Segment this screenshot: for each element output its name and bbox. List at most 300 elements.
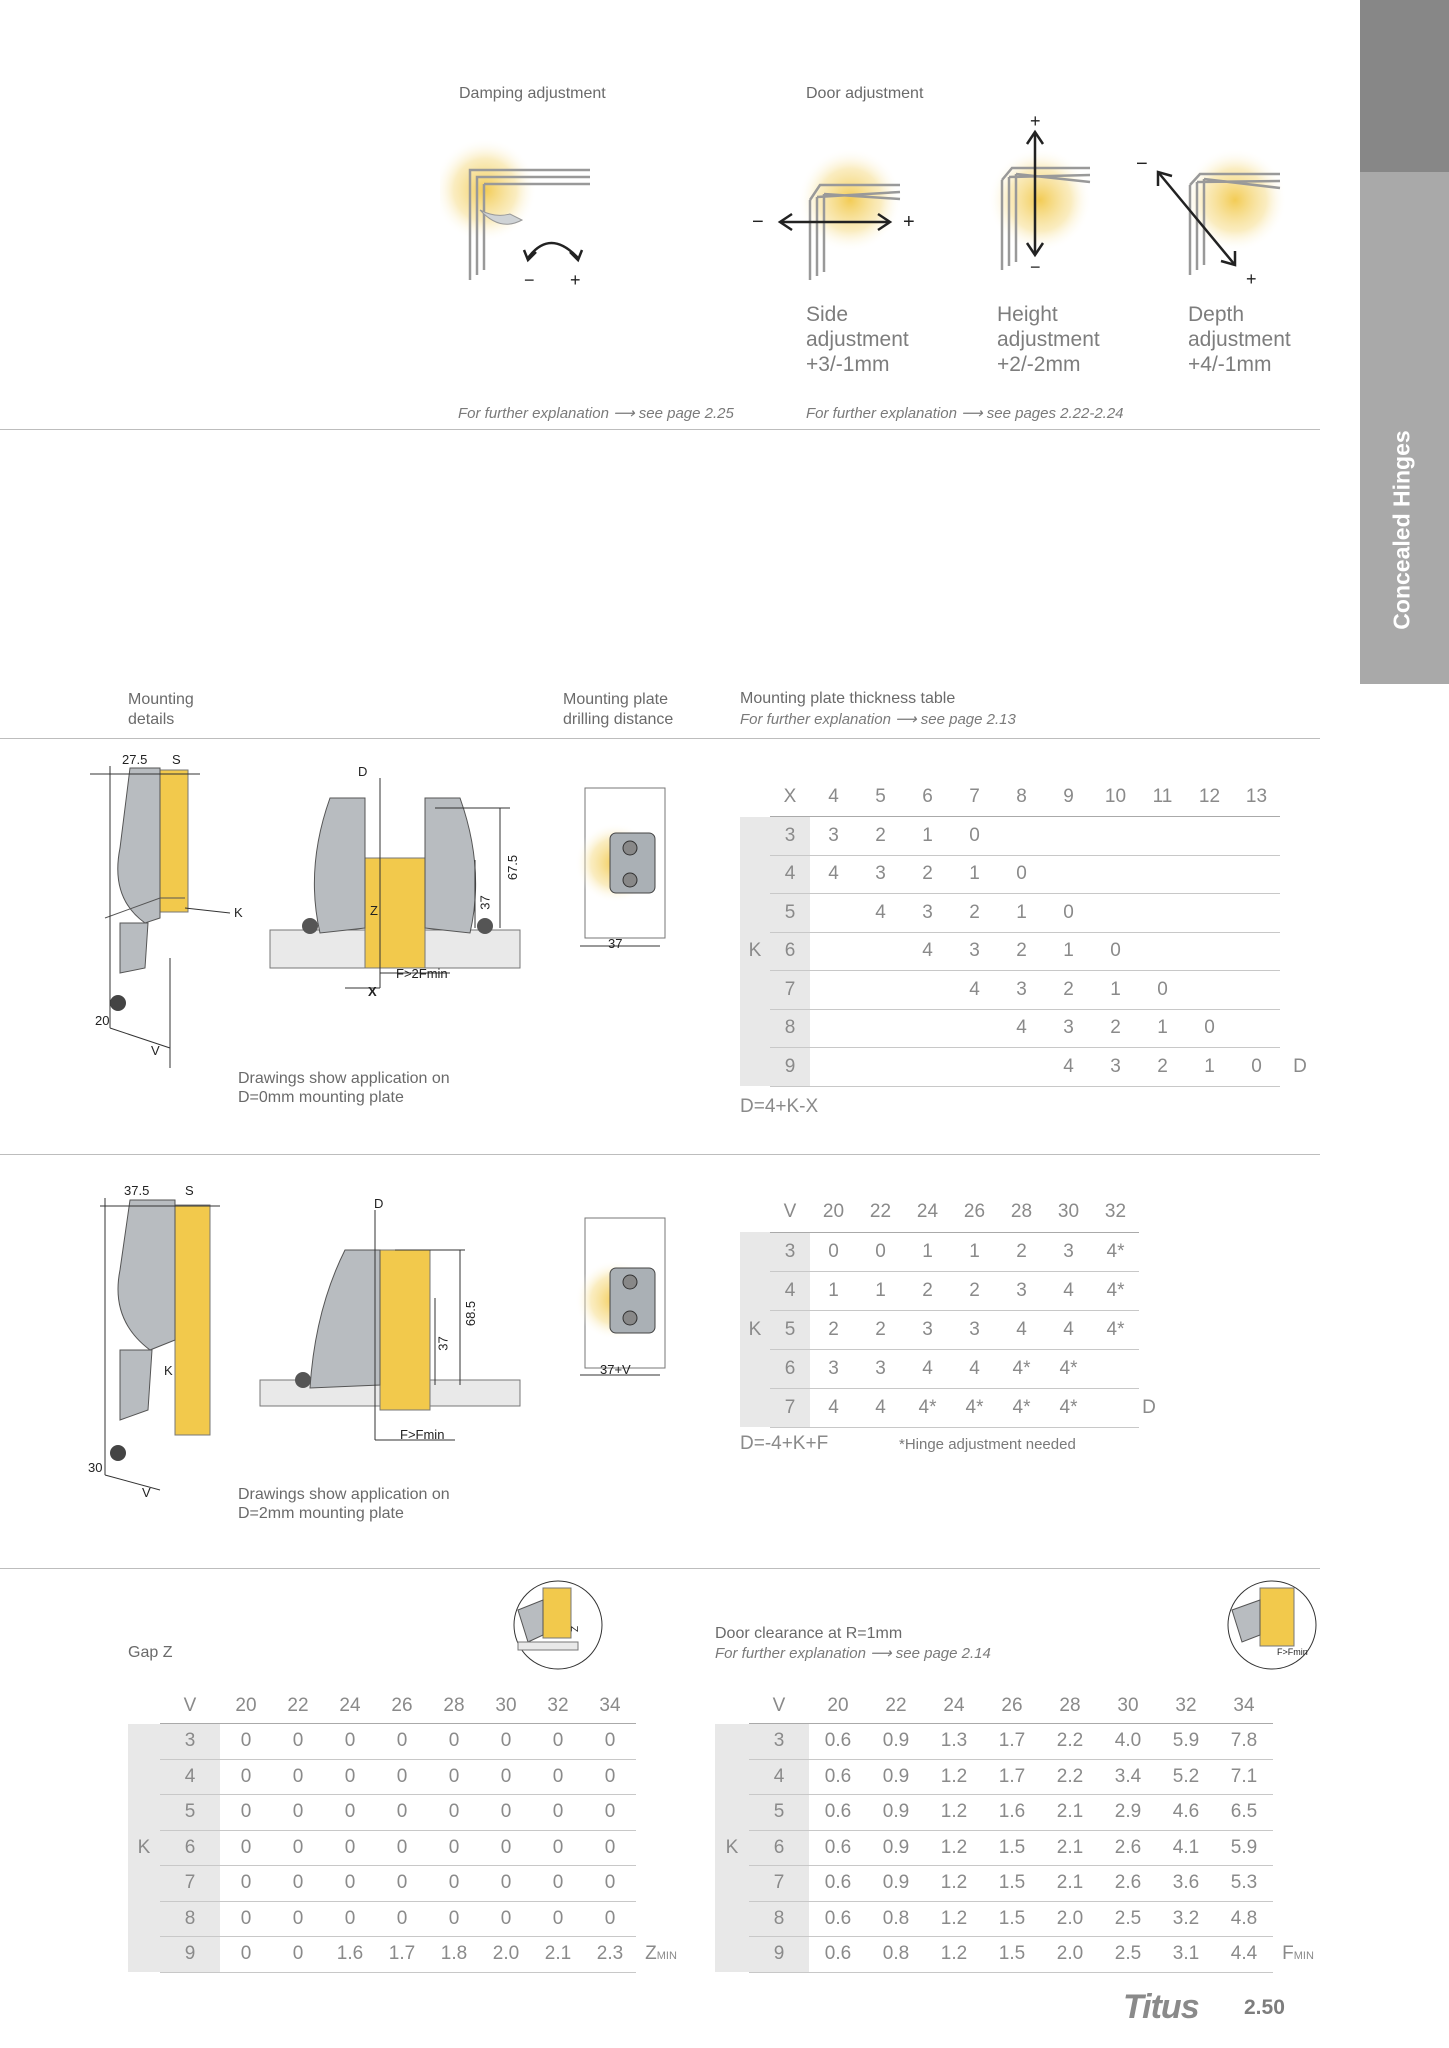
table-cell: 0: [532, 1795, 584, 1831]
table-cell: 3: [857, 1349, 904, 1388]
section-tab-label: Concealed Hinges: [1388, 430, 1415, 630]
row-header: 6: [160, 1830, 220, 1866]
table-cell: 4.1: [1157, 1830, 1215, 1866]
table-side-label: [1273, 1795, 1323, 1831]
table-cell: 4: [998, 1310, 1045, 1349]
row-header: 9: [160, 1937, 220, 1973]
table-cell: 5.3: [1215, 1866, 1273, 1902]
column-header: 32: [1157, 1688, 1215, 1724]
side-spacer: [1280, 778, 1320, 817]
table-cell: 4: [1045, 1048, 1092, 1087]
column-header: 28: [998, 1193, 1045, 1232]
table-cell: [1045, 817, 1092, 856]
column-header: 26: [376, 1688, 428, 1724]
row-header: 4: [749, 1759, 809, 1795]
table-corner-label: V: [160, 1688, 220, 1724]
table-cell: 0: [324, 1901, 376, 1937]
row-header: 8: [770, 1009, 810, 1048]
table-cell: [1233, 1009, 1280, 1048]
table-cell: 0: [584, 1866, 636, 1902]
table-cell: [951, 1048, 998, 1087]
table-cell: 0: [220, 1724, 272, 1760]
height-adjustment-illustration: [988, 132, 1092, 270]
table-cell: 0: [324, 1866, 376, 1902]
side-label-sub: MIN: [1293, 1950, 1314, 1963]
table-row: [128, 1724, 686, 1760]
table-cell: 0: [998, 855, 1045, 894]
table-cell: 0: [480, 1724, 532, 1760]
divider: [0, 1568, 1320, 1569]
table-corner-label: X: [770, 778, 810, 817]
side-plus-sign: +: [903, 211, 915, 233]
row-group-label: [715, 1795, 749, 1831]
column-header: 30: [480, 1688, 532, 1724]
table-cell: 0: [220, 1795, 272, 1831]
row-label-spacer: [740, 778, 770, 817]
table-row: [715, 1830, 1323, 1866]
table-side-label: D: [1142, 1396, 1156, 1418]
table-cell: 4*: [1045, 1349, 1092, 1388]
door-clearance-icon-label: F>Fmin: [1277, 1647, 1308, 1657]
height-plus-sign: +: [1030, 111, 1041, 131]
table-cell: 4*: [1045, 1388, 1092, 1427]
table-cell: 4: [810, 855, 857, 894]
section1-caption-line1: Drawings show application on: [238, 1070, 450, 1087]
hinge-arm: [118, 768, 160, 923]
row-group-label: [715, 1866, 749, 1902]
table-row: [128, 1795, 686, 1831]
dim-f-fmin: F>Fmin: [400, 1427, 445, 1442]
row-header: 6: [770, 932, 810, 971]
table-row: [128, 1937, 686, 1973]
row-group-label: [128, 1901, 160, 1937]
table-cell: 0.9: [867, 1830, 925, 1866]
door-clearance-icon: [1222, 1580, 1322, 1670]
table-cell: 2: [857, 1310, 904, 1349]
dim-d: D: [358, 764, 368, 779]
table-cell: 1.5: [983, 1901, 1041, 1937]
table-cell: 0: [272, 1830, 324, 1866]
mounting-details-line2: details: [128, 711, 175, 728]
dim-z: Z: [370, 903, 378, 918]
table-cell: 0: [220, 1937, 272, 1973]
height-adjustment-value: +2/-2mm: [997, 353, 1081, 376]
side-minus-sign: −: [752, 211, 764, 233]
table-cell: 0.6: [809, 1795, 867, 1831]
table-cell: [810, 1048, 857, 1087]
table-cell: [857, 1009, 904, 1048]
table-cell: 4*: [951, 1388, 998, 1427]
table-cell: 1.6: [983, 1795, 1041, 1831]
dim-s: S: [185, 1183, 194, 1198]
table-cell: 0: [220, 1866, 272, 1902]
row-group-label: [715, 1937, 749, 1973]
table-cell: 0: [324, 1759, 376, 1795]
row-group-label: [715, 1724, 749, 1760]
table-cell: 2: [998, 1232, 1045, 1271]
divider: [0, 429, 1320, 430]
table-cell: 0: [584, 1795, 636, 1831]
table-side-label: [1273, 1866, 1323, 1902]
table-cell: 0: [1139, 971, 1186, 1010]
door-clearance-table: [715, 1688, 1323, 1973]
table-cell: [998, 817, 1045, 856]
side-adjustment-illustration: [780, 148, 902, 280]
table-cell: 2.1: [1041, 1830, 1099, 1866]
table-cell: 0: [532, 1724, 584, 1760]
row-group-label: [128, 1937, 160, 1973]
row-header: 7: [749, 1866, 809, 1902]
page-number: 2.50: [1244, 1996, 1285, 2019]
table-cell: 0: [220, 1830, 272, 1866]
row-group-label: [715, 1901, 749, 1937]
table-side-label: [1139, 1232, 1159, 1271]
column-header: 26: [983, 1688, 1041, 1724]
table-cell: 0: [376, 1795, 428, 1831]
table-cell: 0: [376, 1724, 428, 1760]
dim-37: 37: [477, 895, 493, 910]
table-cell: 0: [428, 1866, 480, 1902]
table-cell: 2: [904, 855, 951, 894]
table-cell: 2.6: [1099, 1866, 1157, 1902]
table-cell: 2.1: [532, 1937, 584, 1973]
section1-caption-line2: D=0mm mounting plate: [238, 1089, 404, 1106]
table-cell: 2: [951, 894, 998, 933]
table-cell: 0: [532, 1901, 584, 1937]
table-cell: 2: [998, 932, 1045, 971]
row-group-label: [128, 1795, 160, 1831]
table-cell: 4*: [998, 1388, 1045, 1427]
table-cell: 1.2: [925, 1866, 983, 1902]
table-cell: 3: [998, 1271, 1045, 1310]
mounting-details-line1: Mounting: [128, 691, 194, 708]
height-adjustment-line1: Height: [997, 303, 1058, 326]
table-cell: [810, 971, 857, 1010]
table-cell: 3.2: [1157, 1901, 1215, 1937]
table-cell: 1.6: [324, 1937, 376, 1973]
door-adjust-title: Door adjustment: [806, 85, 924, 102]
plate-drilling-line1: Mounting plate: [563, 691, 668, 708]
height-adjustment-line2: adjustment: [997, 328, 1100, 351]
table-cell: 0: [272, 1901, 324, 1937]
table-cell: 6.5: [1215, 1795, 1273, 1831]
table-cell: [1186, 894, 1233, 933]
table-cell: 3.6: [1157, 1866, 1215, 1902]
side-spacer: [636, 1688, 686, 1724]
table-cell: 1: [1092, 971, 1139, 1010]
door-clearance-title: Door clearance at R=1mm: [715, 1625, 903, 1642]
table-cell: 0: [220, 1901, 272, 1937]
row-header: 5: [749, 1795, 809, 1831]
table-cell: 0: [324, 1795, 376, 1831]
table-side-label: [636, 1795, 686, 1831]
table-row: [740, 1009, 1320, 1048]
gap-z-table: [128, 1688, 686, 1973]
table-cell: [1233, 894, 1280, 933]
table-row: [740, 1388, 1159, 1427]
table-cell: 3: [1045, 1009, 1092, 1048]
thickness-formula: D=4+K-X: [740, 1096, 819, 1117]
table-side-label: FMIN: [1282, 1943, 1314, 1965]
table-cell: [1186, 855, 1233, 894]
table-cell: 3: [998, 971, 1045, 1010]
table-cell: 0: [951, 817, 998, 856]
titus-logo: Titus: [1123, 1988, 1199, 2026]
column-header: 34: [584, 1688, 636, 1724]
table-cell: 0.9: [867, 1759, 925, 1795]
row-header: 4: [770, 1271, 810, 1310]
column-header: 32: [1092, 1193, 1139, 1232]
table-cell: [998, 1048, 1045, 1087]
table-cell: 4: [857, 894, 904, 933]
table-cell: [1233, 817, 1280, 856]
table-cell: 4: [998, 1009, 1045, 1048]
table-cell: 1: [904, 1232, 951, 1271]
table-row: [740, 1232, 1159, 1271]
table-cell: 2: [904, 1271, 951, 1310]
table-cell: 4*: [1092, 1271, 1139, 1310]
table-cell: 2.5: [1099, 1937, 1157, 1973]
side-adjustment-value: +3/-1mm: [806, 353, 890, 376]
height-adjustment-label: [997, 302, 1100, 377]
table-cell: 0.6: [809, 1866, 867, 1902]
table-cell: 3: [857, 855, 904, 894]
row-group-label: [740, 817, 770, 856]
table-side-label: [1139, 1349, 1159, 1388]
row-group-label: [740, 1009, 770, 1048]
row-header: 8: [749, 1901, 809, 1937]
dim-27-5: 27.5: [122, 752, 148, 767]
table-cell: 0: [324, 1830, 376, 1866]
column-header: 28: [1041, 1688, 1099, 1724]
adjustment-illustrations: [440, 110, 1320, 310]
table-corner-label: V: [770, 1193, 810, 1232]
table-side-label: [1273, 1759, 1323, 1795]
table-cell: 0: [220, 1759, 272, 1795]
row-group-label: [740, 894, 770, 933]
table-cell: 0.6: [809, 1901, 867, 1937]
table-cell: [1139, 855, 1186, 894]
table-cell: 2.1: [1041, 1795, 1099, 1831]
row-header: 7: [160, 1866, 220, 1902]
column-header: 10: [1092, 778, 1139, 817]
table-cell: 4.4: [1215, 1937, 1273, 1973]
column-header: 30: [1045, 1193, 1092, 1232]
row-header: 7: [770, 971, 810, 1010]
table-cell: 0: [272, 1724, 324, 1760]
table-row: [128, 1830, 686, 1866]
section1-caption: [238, 1069, 450, 1107]
side-adjustment-label: [806, 302, 909, 377]
thickness-formula-2: D=-4+K+F: [740, 1433, 829, 1454]
table-row: [715, 1866, 1323, 1902]
table-cell: 3: [1092, 1048, 1139, 1087]
table-cell: 0: [584, 1724, 636, 1760]
table-cell: 2.2: [1041, 1759, 1099, 1795]
table-cell: 0: [376, 1830, 428, 1866]
table-side-label: [1273, 1830, 1323, 1866]
table-cell: 2: [810, 1310, 857, 1349]
table-cell: 1.2: [925, 1937, 983, 1973]
column-header: 9: [1045, 778, 1092, 817]
table-cell: 0: [1233, 1048, 1280, 1087]
depth-plus-sign: +: [1246, 269, 1257, 289]
row-group-label: K: [128, 1830, 160, 1866]
column-header: 24: [904, 1193, 951, 1232]
row-group-label: [740, 855, 770, 894]
row-group-label: [740, 1232, 770, 1271]
table-cell: [1186, 932, 1233, 971]
height-minus-sign: −: [1030, 257, 1041, 277]
damping-note: For further explanation ⟶ see page 2.25: [458, 405, 734, 422]
row-header: 3: [770, 817, 810, 856]
row-header: 3: [160, 1724, 220, 1760]
table-cell: [857, 971, 904, 1010]
table-row: [740, 932, 1320, 971]
table-cell: 0.9: [867, 1795, 925, 1831]
depth-adjustment-line1: Depth: [1188, 303, 1245, 326]
damping-plus-sign: +: [570, 270, 581, 290]
table-row: [715, 1759, 1323, 1795]
row-header: 5: [160, 1795, 220, 1831]
side-adjustment-line1: Side: [806, 303, 849, 326]
table-cell: 4*: [904, 1388, 951, 1427]
table-cell: [1092, 855, 1139, 894]
column-header: 13: [1233, 778, 1280, 817]
table-side-label: [1280, 971, 1320, 1010]
dim-x: X: [368, 984, 377, 999]
table-row: [715, 1795, 1323, 1831]
table-cell: 1: [1045, 932, 1092, 971]
table-side-label: [1280, 894, 1320, 933]
table-cell: 3.1: [1157, 1937, 1215, 1973]
gap-z-title: Gap Z: [128, 1644, 173, 1661]
table-cell: 0: [584, 1759, 636, 1795]
table-side-label: [1280, 855, 1320, 894]
column-header: 20: [220, 1688, 272, 1724]
table-cell: 2.0: [1041, 1937, 1099, 1973]
section1-drawings: [90, 748, 720, 1068]
table-cell: 1: [1139, 1009, 1186, 1048]
table-cell: 0: [480, 1759, 532, 1795]
row-header: 6: [770, 1349, 810, 1388]
dim-37-5: 37.5: [124, 1183, 150, 1198]
table-cell: 0: [428, 1759, 480, 1795]
table-cell: 1: [904, 817, 951, 856]
table-cell: 1.3: [925, 1724, 983, 1760]
table-side-label: [636, 1830, 686, 1866]
table-cell: 1: [810, 1271, 857, 1310]
table-side-label: [1139, 1271, 1159, 1310]
table-cell: 0: [324, 1724, 376, 1760]
table-cell: [1045, 855, 1092, 894]
table-side-label: [1273, 1724, 1323, 1760]
side-spacer: [1273, 1688, 1323, 1724]
mounting-details-label: [128, 690, 194, 730]
depth-minus-sign: −: [1136, 153, 1148, 175]
table-cell: 2.0: [1041, 1901, 1099, 1937]
table-cell: 0: [480, 1866, 532, 1902]
column-header: 34: [1215, 1688, 1273, 1724]
table-cell: 1.7: [983, 1724, 1041, 1760]
dim-angle: 20: [95, 1013, 110, 1028]
table-corner-label: V: [749, 1688, 809, 1724]
table-cell: 0: [857, 1232, 904, 1271]
thickness-table-2: [740, 1193, 1159, 1428]
row-group-label: [740, 1388, 770, 1427]
table-cell: [857, 932, 904, 971]
column-header: 22: [857, 1193, 904, 1232]
row-header: 8: [160, 1901, 220, 1937]
table-cell: 4: [1045, 1271, 1092, 1310]
column-header: 7: [951, 778, 998, 817]
table-cell: 0: [428, 1830, 480, 1866]
table-cell: 2.5: [1099, 1901, 1157, 1937]
table-cell: 1.5: [983, 1937, 1041, 1973]
table-cell: 1: [951, 855, 998, 894]
table-row: [715, 1724, 1323, 1760]
column-header: 30: [1099, 1688, 1157, 1724]
table-side-label: [636, 1759, 686, 1795]
row-header: 5: [770, 1310, 810, 1349]
table-cell: 1.2: [925, 1795, 983, 1831]
table-cell: 4*: [1092, 1310, 1139, 1349]
table-cell: 0: [480, 1901, 532, 1937]
table-cell: 1: [857, 1271, 904, 1310]
column-header: 6: [904, 778, 951, 817]
table-cell: 0.6: [809, 1830, 867, 1866]
table-row: [715, 1937, 1323, 1973]
section2-drawings: [90, 1170, 720, 1510]
damping-title: Damping adjustment: [459, 85, 606, 102]
table-cell: 3: [904, 894, 951, 933]
table-cell: 7.1: [1215, 1759, 1273, 1795]
dim-s: S: [172, 752, 181, 767]
table-side-label: [1139, 1310, 1159, 1349]
table-cell: 0: [272, 1759, 324, 1795]
row-group-label: [128, 1724, 160, 1760]
row-group-label: [715, 1759, 749, 1795]
side-label-sub: MIN: [656, 1950, 677, 1963]
table-cell: 3: [810, 1349, 857, 1388]
table-cell: 1.8: [428, 1937, 480, 1973]
table-cell: [1092, 817, 1139, 856]
table-side-label: [1280, 932, 1320, 971]
table-cell: [904, 1048, 951, 1087]
table-cell: 7.8: [1215, 1724, 1273, 1760]
column-header: 28: [428, 1688, 480, 1724]
row-label-spacer: [740, 1193, 770, 1232]
row-header: 7: [770, 1388, 810, 1427]
table-cell: [1233, 855, 1280, 894]
table-cell: 2: [1045, 971, 1092, 1010]
table-cell: 5.2: [1157, 1759, 1215, 1795]
damping-minus-sign: −: [524, 270, 535, 290]
table-cell: 1: [998, 894, 1045, 933]
table-cell: 0: [532, 1866, 584, 1902]
table-cell: [810, 894, 857, 933]
table-cell: 0: [584, 1901, 636, 1937]
table-cell: 1.7: [376, 1937, 428, 1973]
table-cell: 0: [584, 1830, 636, 1866]
table-row: [740, 1048, 1320, 1087]
table-cell: [857, 1048, 904, 1087]
section2-caption-line2: D=2mm mounting plate: [238, 1505, 404, 1522]
table-cell: 2.2: [1041, 1724, 1099, 1760]
row-group-label: K: [715, 1830, 749, 1866]
dim-67-5: 67.5: [505, 854, 521, 881]
table-row: [128, 1901, 686, 1937]
